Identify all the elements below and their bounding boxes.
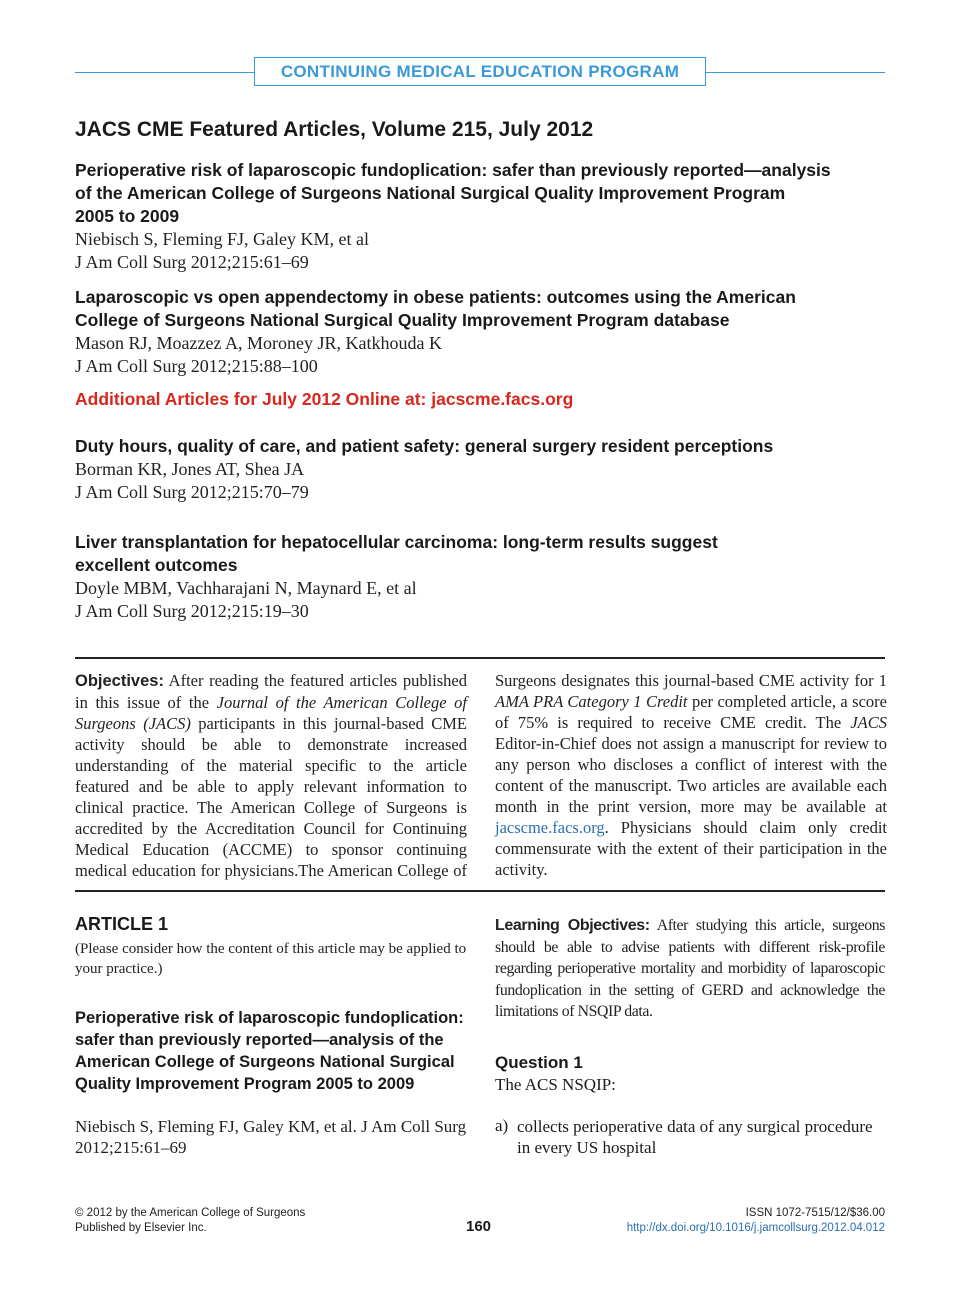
- featured-title-line: of the American College of Surgeons National Surgical Quality Improvement Program: [75, 183, 786, 203]
- copyright: © 2012 by the American College of Surgeons: [75, 1207, 306, 1219]
- featured-title-line: College of Surgeons National Surgical Quality Improvement Program database: [75, 310, 730, 330]
- featured-citation: J Am Coll Surg 2012;215:88–100: [75, 356, 318, 376]
- objectives-text-3: per completed article, a score of 75% is required to receive CME credit. The: [495, 692, 887, 732]
- doi-link[interactable]: http://dx.doi.org/10.1016/j.jamcollsurg.2012.04.012: [626, 1222, 885, 1234]
- article-heading: ARTICLE 1: [75, 914, 169, 934]
- featured-title-line: 2005 to 2009: [75, 206, 180, 226]
- objectives-text-4: Editor-in-Chief does not assign a manuscript for review to any person who discloses a conflict of interest with the content of the manuscript. Two articles are available each month in the print version, more may be available at: [495, 734, 887, 816]
- featured-article-2: [75, 286, 887, 378]
- question-text: The ACS NSQIP:: [495, 1075, 616, 1094]
- jacscme-link[interactable]: jacscme.facs.org: [495, 818, 605, 837]
- question-heading: Question 1: [495, 1053, 583, 1072]
- additional-articles-link[interactable]: Additional Articles for July 2012 Online at: jacscme.facs.org: [75, 389, 574, 409]
- footer-left: [75, 1206, 305, 1236]
- learning-objectives-label: Learning Objectives:: [495, 917, 650, 934]
- learning-objectives-text: After studying this article, surgeons should be able to advise patients with different risk-profile regarding perioperative mortality and morbidity of laparoscopic fundoplication in the setting of GERD and acknowledge the limitations of NSQIP data.: [495, 917, 885, 1020]
- featured-title-line: Perioperative risk of laparoscopic fundoplication: safer than previously reported—analysis: [75, 160, 831, 180]
- objectives-text-2: participants in this journal-based CME activity should be able to demonstrate increased understanding of the material specific to the article featured and be able to apply relevant information to clinical practice. The American College of Surgeons is accredited by the Accreditation Council for Continuing Medical Education (ACCME) to sponsor continuing medical education for physicians.The American College of Surgeons designates this journal-based CME activity for 1: [75, 671, 887, 880]
- issn: ISSN 1072-7515/12/$36.00: [745, 1207, 885, 1219]
- featured-title-line: Laparoscopic vs open appendectomy in obese patients: outcomes using the American: [75, 287, 796, 307]
- objectives-text-1: After reading the featured articles published in this issue of the: [75, 671, 467, 712]
- banner-label: CONTINUING MEDICAL EDUCATION PROGRAM: [280, 61, 680, 81]
- online-article-2: [75, 531, 887, 623]
- page-title: JACS CME Featured Articles, Volume 215, July 2012: [75, 118, 594, 141]
- online-citation: J Am Coll Surg 2012;215:19–30: [75, 601, 309, 621]
- learning-objectives: [495, 915, 885, 1023]
- option-text[interactable]: collects perioperative data of any surgical procedure in every US hospital: [517, 1117, 873, 1157]
- online-title-line: Duty hours, quality of care, and patient safety: general surgery resident perceptions: [75, 436, 774, 456]
- objectives-label: Objectives:: [75, 672, 164, 690]
- objectives-text-5: . Physicians should claim only credit commensurate with the extent of their participation in the activity.: [495, 818, 887, 879]
- featured-article-1: [75, 159, 887, 274]
- banner-rule-right: [705, 72, 885, 73]
- online-authors: Doyle MBM, Vachharajani N, Maynard E, et al: [75, 578, 417, 598]
- online-citation: J Am Coll Surg 2012;215:70–79: [75, 482, 309, 502]
- journal-name: Journal of the American College of Surgeons (JACS): [75, 693, 467, 733]
- credit-name: AMA PRA Category 1 Credit: [495, 692, 688, 711]
- cme-banner: [254, 57, 706, 86]
- online-article-1: [75, 435, 887, 504]
- featured-authors: Niebisch S, Fleming FJ, Galey KM, et al: [75, 229, 369, 249]
- publisher: Published by Elsevier Inc.: [75, 1222, 207, 1234]
- article-note: (Please consider how the content of this article may be applied to your practice.): [75, 941, 467, 977]
- option-letter: a): [495, 1116, 509, 1135]
- article-citation: Niebisch S, Fleming FJ, Galey KM, et al. J Am Coll Surg 2012;215:61–69: [75, 1117, 467, 1157]
- section-divider-bottom: [75, 890, 885, 892]
- objectives-block: [75, 670, 887, 882]
- featured-authors: Mason RJ, Moazzez A, Moroney JR, Katkhouda K: [75, 333, 442, 353]
- footer-right: [627, 1206, 885, 1236]
- banner-rule-left: [75, 72, 255, 73]
- online-title-line: Liver transplantation for hepatocellular carcinoma: long-term results suggest: [75, 532, 718, 552]
- article-title: Perioperative risk of laparoscopic fundoplication: safer than previously reported—analysis of the American College of Surgeons National Surgical Quality Improvement Program 2005 to 2009: [75, 1009, 464, 1093]
- page-number: 160: [466, 1218, 492, 1235]
- online-title-line: excellent outcomes: [75, 555, 238, 575]
- section-divider-top: [75, 657, 885, 659]
- featured-citation: J Am Coll Surg 2012;215:61–69: [75, 252, 309, 272]
- jacs-abbrev: JACS: [850, 713, 887, 732]
- online-authors: Borman KR, Jones AT, Shea JA: [75, 459, 305, 479]
